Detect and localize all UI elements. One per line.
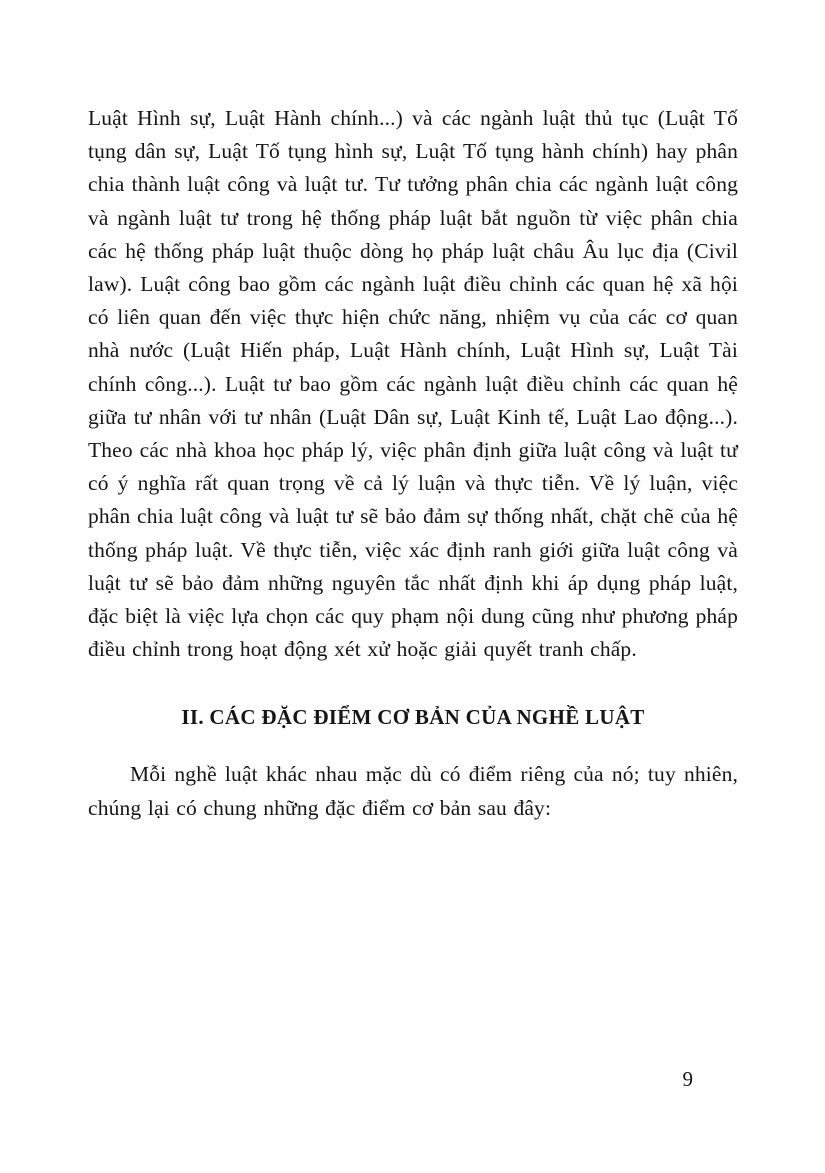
page-number: 9 [682, 1067, 693, 1091]
body-paragraph-continued: Luật Hình sự, Luật Hành chính...) và các ngành luật thủ tục (Luật Tố tụng dân sự, Luật Tố tụng hình sự, Luật Tố tụng hành chính) hay phân chia thành luật công và luật tư. Tư tưởng phân chia các ngành luật công và ngành luật tư trong hệ thống pháp luật bắt nguồn từ việc phân chia các hệ thống pháp luật thuộc dòng họ pháp luật châu Âu lục địa (Civil law). Luật công bao gồm các ngành luật điều chỉnh các quan hệ xã hội có liên quan đến việc thực hiện chức năng, nhiệm vụ của các cơ quan nhà nước (Luật Hiến pháp, Luật Hành chính, Luật Hình sự, Luật Tài chính công...). Luật tư bao gồm các ngành luật điều chỉnh các quan hệ giữa tư nhân với tư nhân (Luật Dân sự, Luật Kinh tế, Luật Lao động...). Theo các nhà khoa học pháp lý, việc phân định giữa luật công và luật tư có ý nghĩa rất quan trọng về cả lý luận và thực tiễn. Về lý luận, việc phân chia luật công và luật tư sẽ bảo đảm sự thống nhất, chặt chẽ của hệ thống pháp luật. Về thực tiễn, việc xác định ranh giới giữa luật công và luật tư sẽ bảo đảm những nguyên tắc nhất định khi áp dụng pháp luật, đặc biệt là việc lựa chọn các quy phạm nội dung cũng như phương pháp điều chỉnh trong hoạt động xét xử hoặc giải quyết tranh chấp. [88, 106, 738, 662]
body-paragraph: Mỗi nghề luật khác nhau mặc dù có điểm riêng của nó; tuy nhiên, chúng lại có chung những đặc điểm cơ bản sau đây: [88, 762, 738, 820]
section-heading: II. CÁC ĐẶC ĐIỂM CƠ BẢN CỦA NGHỀ LUẬT [181, 705, 645, 730]
text-block [88, 102, 738, 825]
